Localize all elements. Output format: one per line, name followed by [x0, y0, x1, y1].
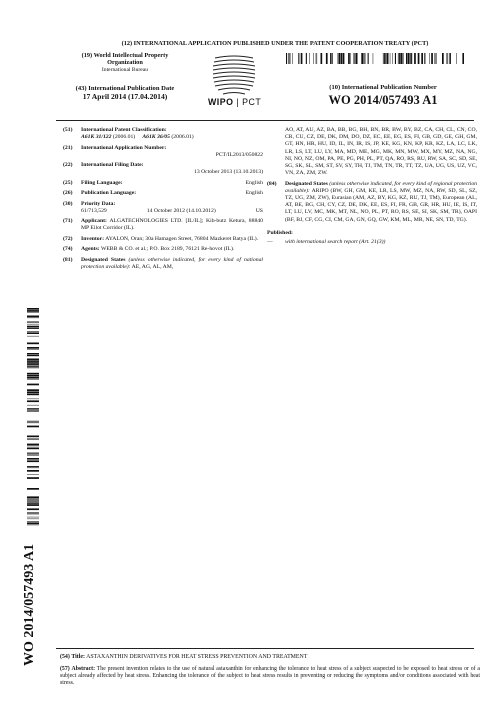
field-72 [63, 236, 263, 243]
field-label: Publication Language: [81, 190, 137, 197]
field-number: (71) [63, 218, 73, 225]
field-number: (81) [63, 256, 73, 263]
field-number: (22) [63, 162, 73, 169]
publication-number-value: WO 2014/057493 A1 [328, 93, 438, 107]
designated-states-continued: AO, AT, AU, AZ, BA, BB, BG, BH, BN, BR, BW, BY, BZ, CA, CH, CL, CN, CO, CR, CU, CZ, DE, DK, DM, DO, DZ, EC, EE, EG, ES, FI, GB, GD, GE, GH, GM, GT, HN, HR, HU, ID, IL, IN, IR, IS, JP, KE, KG, KN, KP, KR, KZ, LA, LC, LK, LR, LS, LT, LU, LY, MA, MD, ME, MG, MK, MN, MW, MX, MY, MZ, NA, NG, NI, NO, NZ, OM, PA, PE, PG, PH, PL, PT, QA, RO, RS, RU, RW, SA, SC, SD, SE, SG, SK, SL, SM, ST, SV, SY, TH, TJ, TM, TN, TR, TT, TZ, UA, UG, US, UZ, VC, VN, ZA, ZM, ZW. [285, 127, 477, 177]
filing-language: English [245, 179, 263, 186]
field-label: Title: [71, 654, 85, 660]
classification-date: (2006.01) [112, 134, 136, 141]
published-label: Published: [267, 229, 293, 236]
field-21 [63, 145, 263, 159]
left-column [63, 127, 263, 274]
field-26 [63, 190, 263, 197]
field-number: (21) [63, 144, 73, 151]
field-number: (72) [63, 235, 73, 242]
wordmark-separator: | [233, 97, 243, 107]
wipo-logo-icon [209, 52, 259, 96]
priority-date: 14 October 2012 (14.10.2012) [146, 207, 216, 214]
field-number: (57) [60, 666, 70, 672]
title-value: ASTAXANTHIN DERIVATIVES FOR HEAT STRESS PREVENTION AND TREATMENT [86, 654, 308, 660]
org-name-line1: World Intellectual Property [93, 52, 169, 59]
wipo-pct-wordmark [208, 97, 283, 107]
field-label: International Filing Date: [81, 162, 144, 169]
priority-country: US [255, 207, 263, 214]
field-84 [267, 181, 477, 224]
field-30 [63, 201, 263, 215]
title-field [60, 654, 480, 661]
field-qualifier: (unless otherwise indicated, for every kind of regional protection available): [285, 180, 478, 194]
regional-states-value: ARIPO (BW, GH, GM, KE, LR, LS, MW, MZ, NA, RW, SD, SL, SZ, TZ, UG, ZM, ZW), Eurasian (AM, AZ, BY, KG, KZ, RU, TJ, TM), European (AL, AT, BE, BG, CH, CY, CZ, DE, DK, EE, ES, FI, FR, GB, GR, HR, HU, IE, IS, IT, LT, LU, LV, MC, MK, MT, NL, NO, PL, PT, RO, RS, SE, SI, SK, SM, TR), OAPI (BF, BJ, CF, CG, CI, CM, GA, GN, GQ, GW, KM, ML, MR, NE, SN, TD, TG). [285, 187, 477, 223]
footer-divider [56, 648, 474, 649]
abstract-field [60, 666, 480, 687]
agents-value: WEBB & CO. et al.; P.O. Box 2189, 76121 Re-hovot (IL). [100, 246, 235, 253]
abstract-value: The present invention relates to the use of natural astaxanthin for enhancing the tolerance to heat stress of a subject suspected to be exposed to heat stress or of a subject already affected by heat stress. Enhancing the tolerance of the subject to heat stress results in preventing or reducing the symptoms and/or conditions associated with heat stress. [60, 666, 480, 686]
field-label: Agents: [81, 246, 100, 253]
field-25 [63, 180, 263, 187]
published-item [267, 239, 477, 246]
field-qualifier: (unless otherwise indicated, for every kind of national protection available): [81, 256, 263, 270]
publication-number-label: (10) International Publication Number [329, 84, 437, 91]
applicant-value: ALGATECHNOLOGIES LTD. [IL/IL]; Kib-butz Ketura, 88840 MP Eilot Corridor (IL). [81, 218, 263, 232]
document-type-line: (12) INTERNATIONAL APPLICATION PUBLISHED UNDER THE PATENT COOPERATION TREATY (PCT) [121, 40, 429, 47]
field-label: Filing Language: [81, 179, 123, 186]
vertical-barcode [27, 308, 39, 526]
published-value: with international search report (Art. 21(3)) [285, 239, 386, 246]
field-label: International Application Number: [81, 144, 167, 151]
field-22 [63, 162, 263, 176]
bullet-dash: — [267, 239, 273, 246]
org-name-line2: Organization [107, 59, 143, 67]
field-number: (30) [63, 200, 73, 207]
organization-block [70, 52, 180, 74]
publication-date-value: 17 April 2014 (17.04.2014) [82, 92, 168, 101]
vertical-publication-number [4, 528, 44, 668]
inventor-value: AYALON, Oran; 30a Hamagen Street, 76804 Mazkeret Batya (IL). [105, 235, 259, 242]
field-number: (25) [63, 179, 73, 186]
designated-states-value: AE, AG, AL, AM, [131, 263, 174, 270]
field-label: Abstract: [71, 666, 96, 672]
publication-language: English [245, 190, 263, 197]
right-column [267, 127, 477, 249]
field-label: International Patent Classification: [81, 127, 167, 133]
classification-code: A61K 31/122 [81, 134, 112, 141]
field-number: (74) [63, 246, 73, 253]
filing-date: 13 October 2013 (13.10.2013) [193, 169, 263, 176]
field-label: Designated States [285, 180, 328, 187]
classification-date: (2006.01) [171, 134, 194, 141]
classification-code: A61K 36/05 [142, 134, 170, 141]
application-number: PCT/IL2013/050822 [215, 151, 263, 158]
priority-application: 61/713,529 [81, 207, 107, 214]
field-label: Designated States [81, 256, 126, 263]
publication-barcode [286, 53, 464, 64]
field-label: Inventor: [81, 235, 105, 242]
org-number: (19) [81, 52, 93, 59]
field-number: (84) [267, 180, 277, 187]
field-51 [63, 127, 263, 141]
pct-word: PCT [242, 97, 262, 107]
wipo-word: WIPO [208, 97, 234, 107]
field-label: Priority Data: [81, 200, 116, 207]
org-bureau: International Bureau [101, 66, 149, 73]
published-block [267, 230, 477, 246]
vertical-number-text: WO 2014/057493 A1 [22, 543, 37, 666]
publication-date-block [60, 85, 190, 101]
field-81 [63, 257, 263, 271]
field-81-continued [267, 127, 477, 177]
field-number: (54) [60, 654, 70, 660]
header-divider [56, 120, 474, 121]
publication-date-label: (43) International Publication Date [75, 85, 175, 92]
field-number: (51) [63, 127, 73, 133]
field-number: (26) [63, 190, 73, 197]
field-label: Applicant: [81, 218, 107, 225]
field-71 [63, 218, 263, 232]
field-74 [63, 246, 263, 253]
